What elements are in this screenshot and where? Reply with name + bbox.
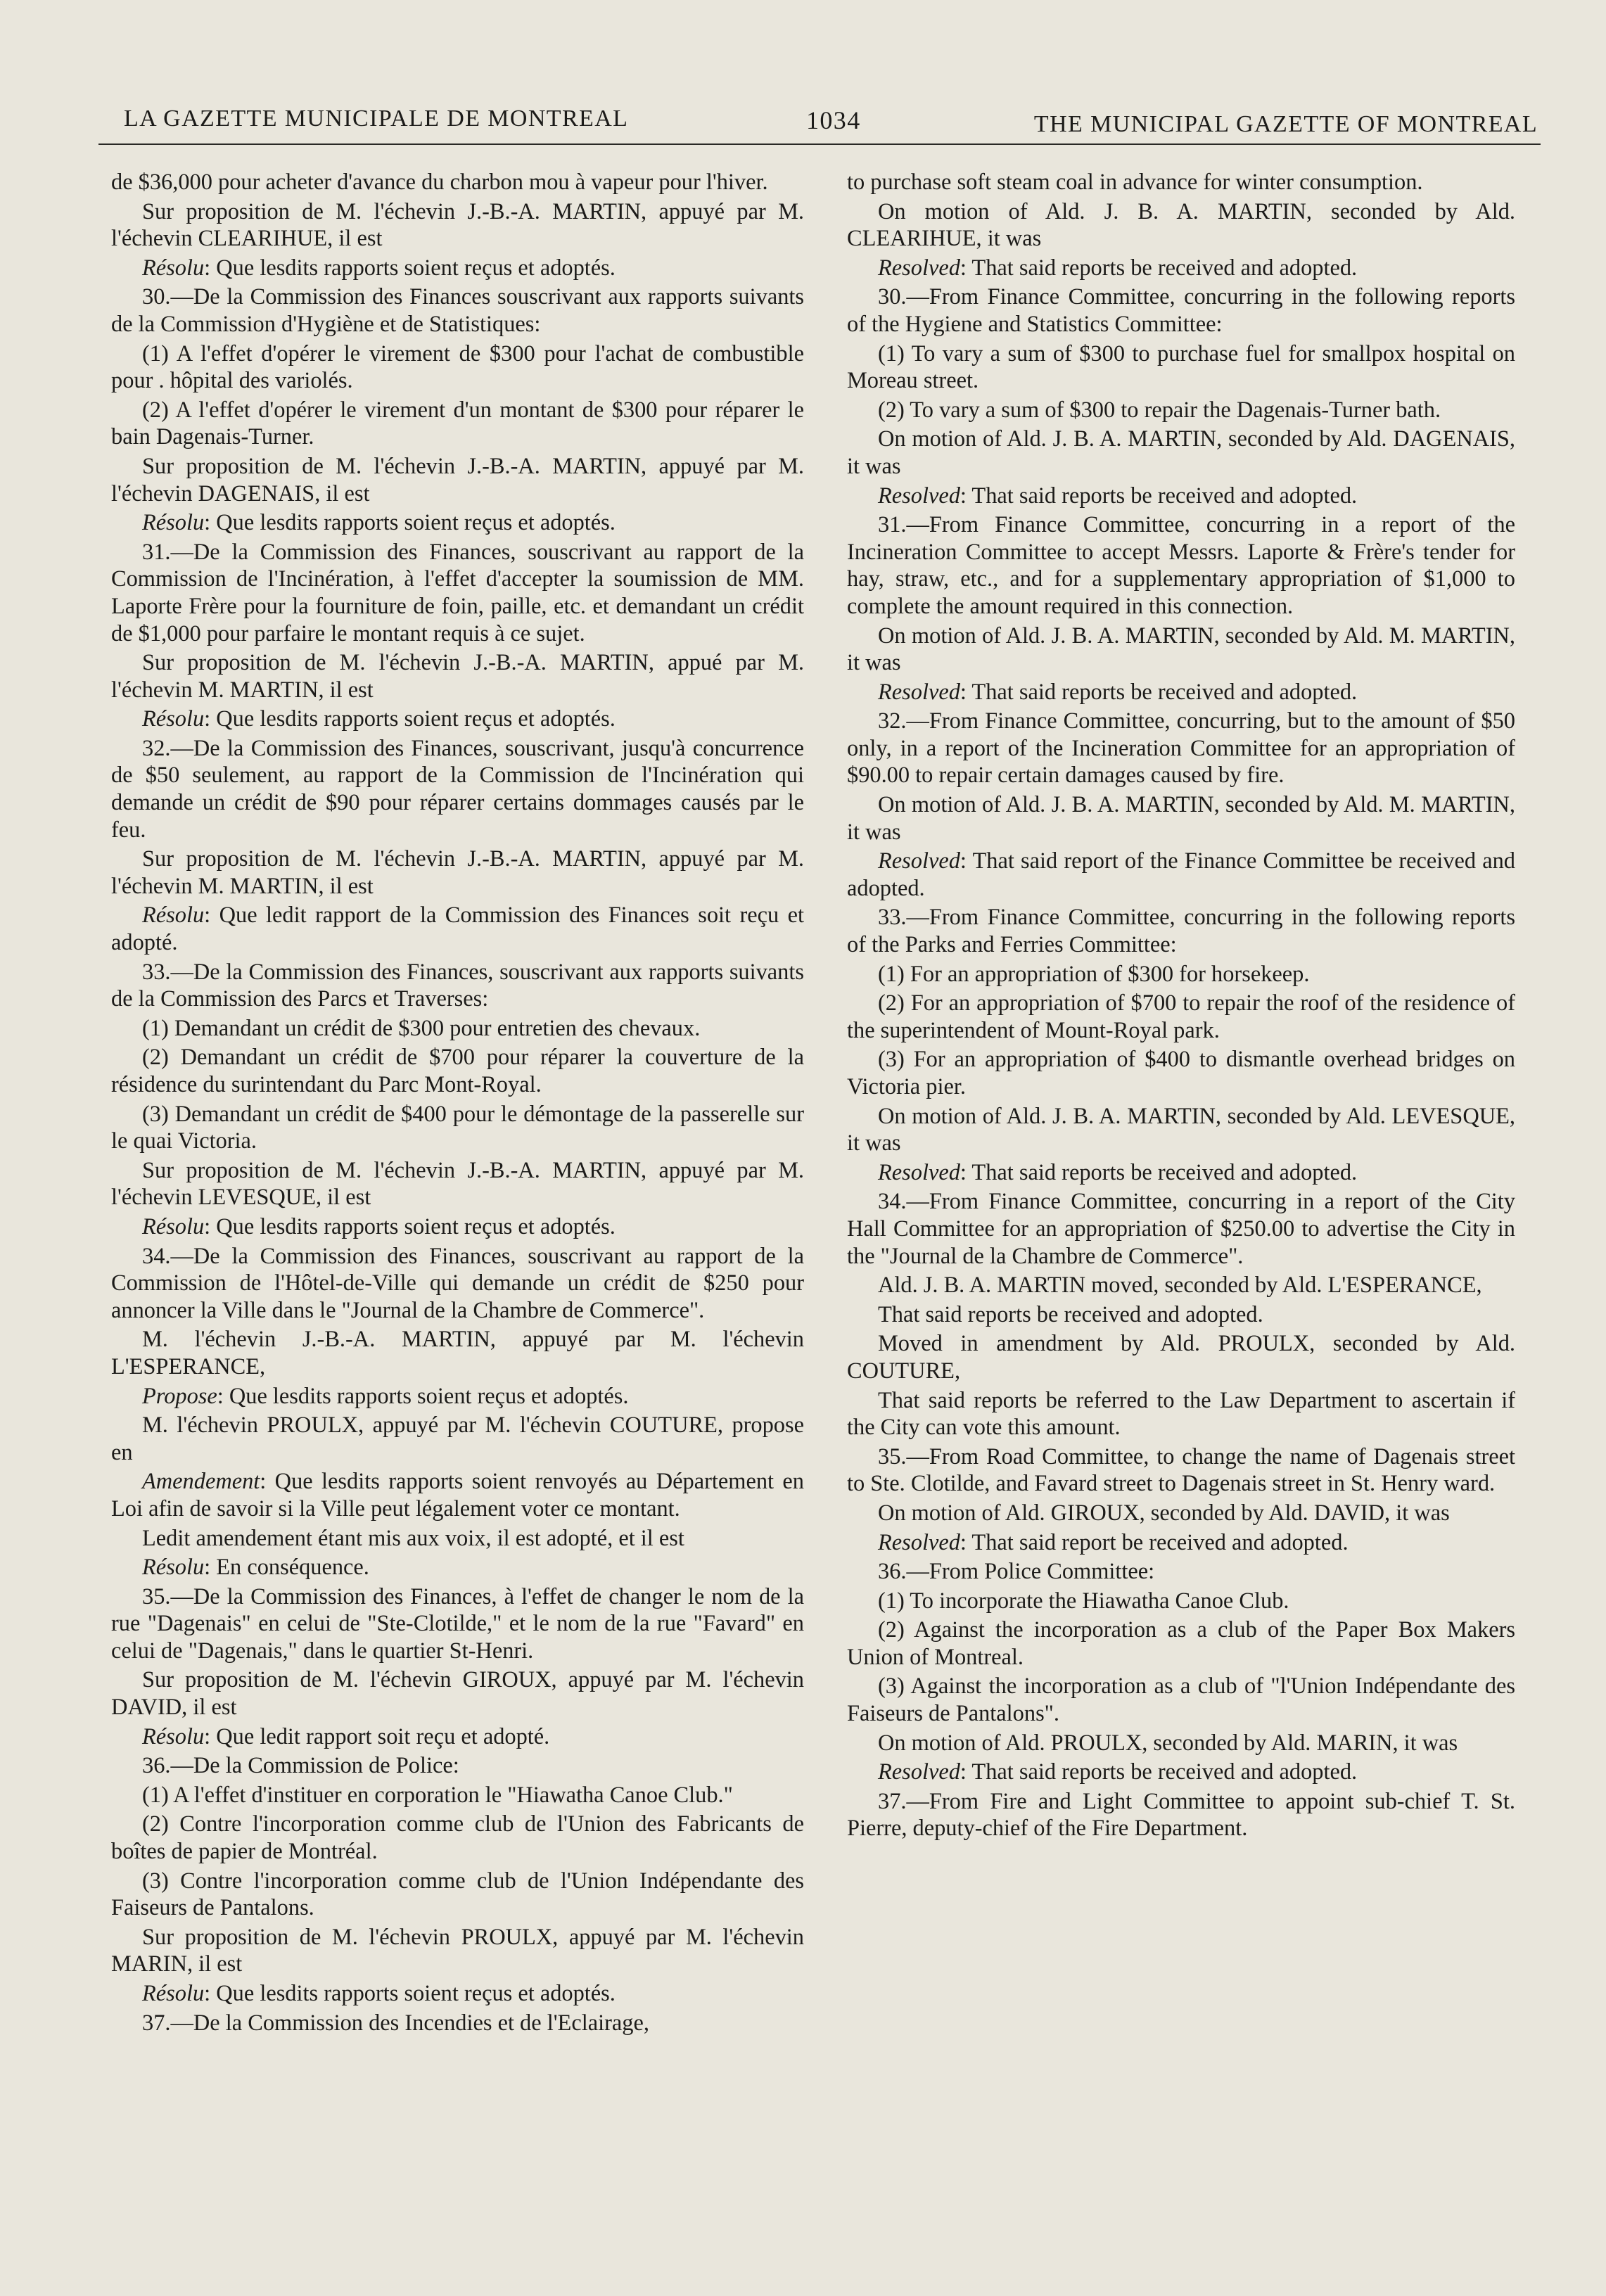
paragraph-text: : That said reports be received and adopted.: [960, 1159, 1358, 1185]
english-paragraph: 37.—From Fire and Light Committee to appoint sub-chief T. St. Pierre, deputy-chief of the Fire Department.: [847, 1788, 1515, 1842]
paragraph-text: : Que lesdits rapports soient reçus et adoptés.: [217, 1383, 629, 1409]
english-paragraph: 33.—From Finance Committee, concurring in the following reports of the Parks and Ferries Committee:: [847, 905, 1515, 958]
english-paragraph: [847, 1759, 1515, 1786]
french-paragraph: 34.—De la Commission des Finances, souscrivant au rapport de la Commission de l'Hôtel-de-Ville qui demande un crédit de $250 pour annoncer la Ville dans le "Journal de la Chambre de Commerce".: [111, 1243, 804, 1323]
english-paragraph: On motion of Ald. J. B. A. MARTIN, seconded by Ald. CLEARIHUE, it was: [847, 198, 1515, 252]
resolution-keyword: Resolved: [878, 1529, 960, 1555]
english-paragraph: (3) For an appropriation of $400 to dismantle overhead bridges on Victoria pier.: [847, 1047, 1515, 1099]
resolution-keyword: Resolved: [878, 679, 960, 705]
page-number: 1034: [806, 106, 861, 134]
french-paragraph: [111, 1980, 804, 2008]
english-paragraph: (1) To vary a sum of $300 to purchase fuel for smallpox hospital on Moreau street.: [847, 340, 1515, 394]
english-paragraph: [847, 1159, 1515, 1187]
english-paragraph: (3) Against the incorporation as a club of "l'Union Indépendante des Faiseurs de Pantalons".: [847, 1673, 1515, 1727]
paragraph-text: : Que ledit rapport de la Commission des Finances soit reçu et adopté.: [111, 903, 804, 956]
french-paragraph: 36.—De la Commission de Police:: [142, 1753, 459, 1779]
english-paragraph: Moved in amendment by Ald. PROULX, seconded by Ald. COUTURE,: [847, 1331, 1515, 1384]
english-paragraph: (1) For an appropriation of $300 for horsekeep.: [878, 961, 1310, 987]
english-paragraph: 32.—From Finance Committee, concurring, but to the amount of $50 only, in a report of the Incineration Committee for an appropriation of $90.00 to repair certain damages caused by fire.: [847, 708, 1515, 789]
english-paragraph: That said reports be referred to the Law Department to ascertain if the City can vote this amount.: [847, 1387, 1515, 1441]
english-paragraph: [847, 1529, 1515, 1557]
french-paragraph: Sur proposition de M. l'échevin J.-B.-A. MARTIN, appuyé par M. l'échevin M. MARTIN, il est: [111, 846, 804, 899]
french-paragraph: [111, 1723, 804, 1751]
paragraph-text: : Que lesdits rapports soient reçus et adoptés.: [204, 1213, 616, 1239]
english-paragraph: (2) To vary a sum of $300 to repair the Dagenais-Turner bath.: [878, 397, 1441, 423]
resolution-keyword: Amendement: [142, 1469, 260, 1495]
paragraph-text: : Que lesdits rapports soient reçus et adoptés.: [204, 1981, 616, 2006]
french-paragraph: de $36,000 pour acheter d'avance du charbon mou à vapeur pour l'hiver.: [111, 170, 768, 195]
english-paragraph: [847, 679, 1515, 706]
french-paragraph: [111, 509, 804, 537]
paragraph-text: : That said reports be received and adopted.: [960, 679, 1358, 705]
resolution-keyword: Resolved: [878, 483, 960, 509]
header-french-title: LA GAZETTE MUNICIPALE DE MONTREAL: [124, 106, 629, 132]
french-paragraph: [111, 1468, 804, 1522]
english-paragraph: On motion of Ald. J. B. A. MARTIN, seconded by Ald. M. MARTIN, it was: [847, 792, 1515, 845]
english-paragraph: Ald. J. B. A. MARTIN moved, seconded by Ald. L'ESPERANCE,: [878, 1273, 1482, 1299]
resolution-keyword: Resolved: [878, 1759, 960, 1785]
french-paragraph: M. l'échevin PROULX, appuyé par M. l'échevin COUTURE, propose en: [111, 1412, 804, 1465]
english-paragraph: [847, 255, 1515, 282]
resolution-keyword: Résolu: [142, 255, 205, 281]
english-paragraph: That said reports be received and adopted.: [878, 1301, 1263, 1327]
french-paragraph: [111, 706, 804, 733]
resolution-keyword: Propose: [142, 1383, 217, 1409]
french-paragraph: 35.—De la Commission des Finances, à l'effet de changer le nom de la rue "Dagenais" en celui de "Ste-Clotilde," et le nom de la rue "Favard" en celui de "Dagenais," dans le quartier St-Henri.: [111, 1583, 804, 1664]
french-paragraph: [111, 255, 804, 282]
french-paragraph: Sur proposition de M. l'échevin J.-B.-A. MARTIN, appuyé par M. l'échevin CLEARIHUE, il est: [111, 198, 804, 252]
french-paragraph: (3) Demandant un crédit de $400 pour le démontage de la passerelle sur le quai Victoria.: [111, 1101, 804, 1154]
resolution-keyword: Résolu: [142, 1213, 205, 1239]
french-paragraph: [111, 902, 804, 956]
french-paragraph: Sur proposition de M. l'échevin J.-B.-A. MARTIN, appué par M. l'échevin M. MARTIN, il est: [111, 650, 804, 703]
french-paragraph: 37.—De la Commission des Incendies et de l'Eclairage,: [142, 2010, 649, 2036]
english-paragraph: (2) Against the incorporation as a club of the Paper Box Makers Union of Montreal.: [847, 1617, 1515, 1670]
header-rule: [98, 144, 1541, 145]
english-paragraph: to purchase soft steam coal in advance for winter consumption.: [847, 170, 1423, 195]
french-paragraph: [111, 1383, 804, 1410]
english-paragraph: [847, 483, 1515, 510]
resolution-keyword: Résolu: [142, 1981, 205, 2006]
french-paragraph: Sur proposition de M. l'échevin GIROUX, appuyé par M. l'échevin DAVID, il est: [111, 1667, 804, 1721]
english-paragraph: On motion of Ald. PROULX, seconded by Ald. MARIN, it was: [878, 1730, 1458, 1756]
english-paragraph: 31.—From Finance Committee, concurring in a report of the Incineration Committee to accept Messrs. Laporte & Frère's tender for hay, straw, etc., and for a supplementary appropriation of $1,000 to complete the amount required in this connection.: [847, 512, 1515, 619]
paragraph-text: : That said reports be received and adopted.: [960, 255, 1358, 281]
english-paragraph: 35.—From Road Committee, to change the name of Dagenais street to Ste. Clotilde, and Favard street to Dagenais street in St. Henry ward.: [847, 1443, 1515, 1497]
english-paragraph: On motion of Ald. J. B. A. MARTIN, seconded by Ald. DAGENAIS, it was: [847, 426, 1515, 479]
english-paragraph: [847, 848, 1515, 902]
paragraph-text: : Que lesdits rapports soient reçus et adoptés.: [204, 706, 616, 732]
paragraph-text: : Que lesdits rapports soient reçus et adoptés.: [204, 510, 616, 536]
french-paragraph: (2) A l'effet d'opérer le virement d'un montant de $300 pour réparer le bain Dagenais-Turner.: [111, 397, 804, 450]
french-paragraph: Sur proposition de M. l'échevin PROULX, appuyé par M. l'échevin MARIN, il est: [111, 1924, 804, 1977]
page-header: [124, 101, 1538, 141]
english-paragraph: On motion of Ald. J. B. A. MARTIN, seconded by Ald. LEVESQUE, it was: [847, 1103, 1515, 1156]
paragraph-text: : Que lesdits rapports soient renvoyés au Département en Loi afin de savoir si la Ville peut légalement voter ce montant.: [111, 1469, 804, 1522]
paragraph-text: : Que lesdits rapports soient reçus et adoptés.: [204, 255, 616, 281]
french-paragraph: Sur proposition de M. l'échevin J.-B.-A. MARTIN, appuyé par M. l'échevin LEVESQUE, il est: [111, 1157, 804, 1211]
english-paragraph: (1) To incorporate the Hiawatha Canoe Club.: [878, 1588, 1289, 1614]
resolution-keyword: Résolu: [142, 706, 205, 732]
french-paragraph: (2) Demandant un crédit de $700 pour réparer la couverture de la résidence du surintendant du Parc Mont-Royal.: [111, 1045, 804, 1097]
paragraph-text: : That said report be received and adopted.: [960, 1529, 1349, 1555]
french-paragraph: (2) Contre l'incorporation comme club de l'Union des Fabricants de boîtes de papier de Montréal.: [111, 1811, 804, 1865]
resolution-keyword: Resolved: [878, 848, 960, 874]
header-english-title: THE MUNICIPAL GAZETTE OF MONTREAL: [1033, 111, 1538, 137]
french-paragraph: 30.—De la Commission des Finances souscrivant aux rapports suivants de la Commission d'Hygiène et de Statistiques:: [111, 284, 804, 337]
english-paragraph: On motion of Ald. GIROUX, seconded by Ald. DAVID, it was: [878, 1500, 1450, 1526]
paragraph-text: : That said reports be received and adopted.: [960, 1759, 1358, 1785]
resolution-keyword: Resolved: [878, 255, 960, 281]
french-paragraph: 33.—De la Commission des Finances, souscrivant aux rapports suivants de la Commission des Parcs et Traverses:: [111, 959, 804, 1012]
english-paragraph: 36.—From Police Committee:: [878, 1559, 1155, 1585]
paragraph-text: : That said report of the Finance Committee be received and adopted.: [847, 848, 1515, 901]
english-paragraph: (2) For an appropriation of $700 to repair the roof of the residence of the superintendent of Mount-Royal park.: [847, 990, 1515, 1043]
french-paragraph: (1) Demandant un crédit de $300 pour entretien des chevaux.: [142, 1015, 701, 1041]
resolution-keyword: Résolu: [142, 903, 205, 929]
resolution-keyword: Résolu: [142, 1723, 205, 1749]
english-paragraph: 34.—From Finance Committee, concurring in a report of the City Hall Committee for an appropriation of $250.00 to advertise the City in the "Journal de la Chambre de Commerce".: [847, 1189, 1515, 1269]
english-paragraph: 30.—From Finance Committee, concurring in the following reports of the Hygiene and Statistics Committee:: [847, 284, 1515, 337]
french-paragraph: Sur proposition de M. l'échevin J.-B.-A. MARTIN, appuyé par M. l'échevin DAGENAIS, il est: [111, 453, 804, 506]
french-paragraph: M. l'échevin J.-B.-A. MARTIN, appuyé par M. l'échevin L'ESPERANCE,: [111, 1327, 804, 1379]
french-paragraph: 31.—De la Commission des Finances, souscrivant au rapport de la Commission de l'Incinération, à l'effet d'accepter la soumission de MM. Laporte Frère pour la fourniture de foin, paille, etc. et demandant un crédit de $1,000 pour parfaire le montant requis à ce sujet.: [111, 539, 804, 646]
french-paragraph: [111, 1554, 804, 1581]
french-column: [111, 169, 804, 2272]
english-column: [847, 169, 1515, 2272]
french-paragraph: Ledit amendement étant mis aux voix, il est adopté, et il est: [142, 1525, 684, 1551]
english-paragraph: On motion of Ald. J. B. A. MARTIN, seconded by Ald. M. MARTIN, it was: [847, 623, 1515, 676]
paragraph-text: : Que ledit rapport soit reçu et adopté.: [204, 1723, 550, 1749]
resolution-keyword: Resolved: [878, 1159, 960, 1185]
french-paragraph: (3) Contre l'incorporation comme club de l'Union Indépendante des Faiseurs de Pantalons.: [111, 1868, 804, 1921]
paragraph-text: : En conséquence.: [204, 1555, 369, 1581]
french-paragraph: [111, 1213, 804, 1241]
paragraph-text: : That said reports be received and adopted.: [960, 483, 1358, 509]
resolution-keyword: Résolu: [142, 510, 205, 536]
resolution-keyword: Résolu: [142, 1555, 205, 1581]
french-paragraph: (1) A l'effet d'opérer le virement de $300 pour l'achat de combustible pour . hôpital des variolés.: [111, 340, 804, 394]
french-paragraph: 32.—De la Commission des Finances, souscrivant, jusqu'à concurrence de $50 seulement, au rapport de la Commission de l'Incinération qui demande un crédit de $90 pour réparer certains dommages causés par le feu.: [111, 735, 804, 843]
french-paragraph: (1) A l'effet d'instituer en corporation le "Hiawatha Canoe Club.": [142, 1782, 733, 1808]
